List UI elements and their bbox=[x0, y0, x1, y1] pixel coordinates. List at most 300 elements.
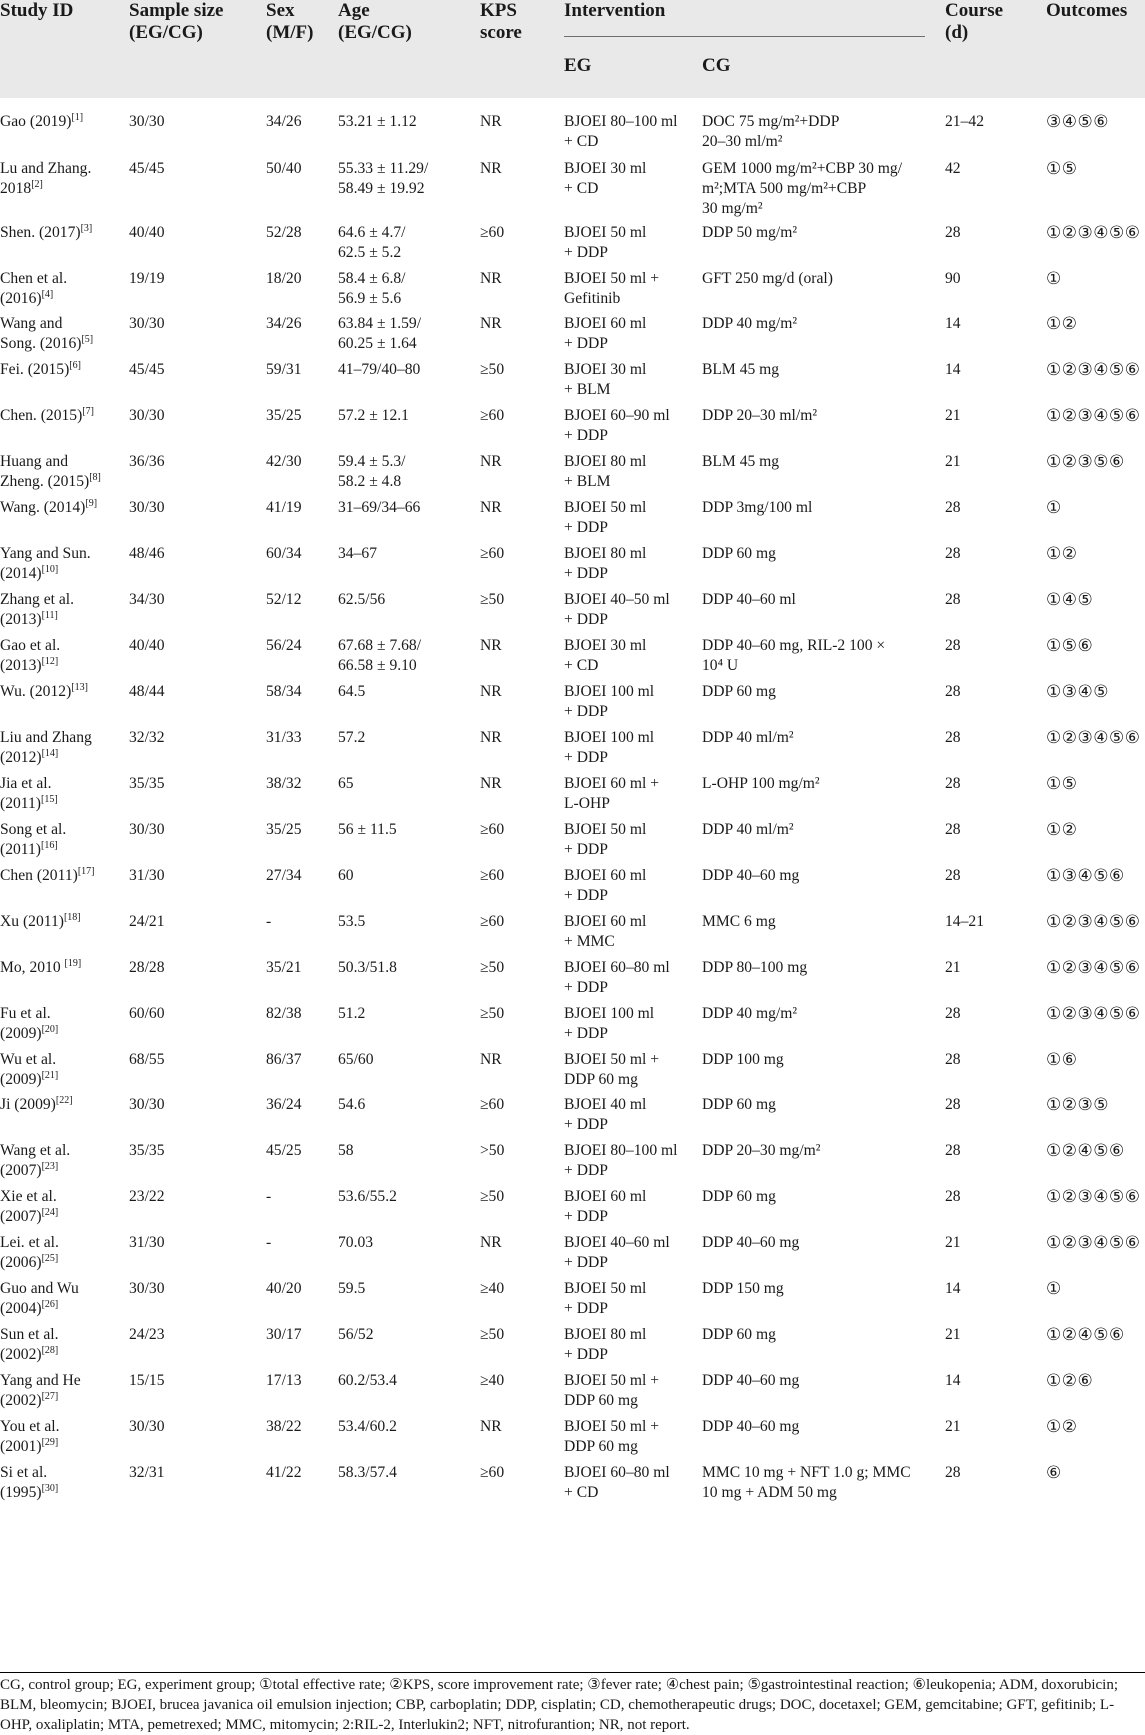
cell-eg: BJOEI 60 ml + DDP bbox=[564, 867, 647, 904]
cell-course: 21 bbox=[945, 1234, 961, 1251]
cell-age: 53.4/60.2 bbox=[338, 1418, 397, 1435]
cell-age: 34–67 bbox=[338, 545, 377, 562]
cell-sample-size: 68/55 bbox=[129, 1051, 165, 1068]
cell-sample-size: 28/28 bbox=[129, 959, 165, 976]
table-row bbox=[0, 576, 1145, 628]
cell-course: 21 bbox=[945, 453, 961, 470]
cell-study-id: Lei. et al. (2006)[25] bbox=[0, 1234, 59, 1271]
reference-marker: [8] bbox=[89, 471, 101, 483]
cell-age: 31–69/34–66 bbox=[338, 499, 421, 516]
cell-outcomes: ③④⑤⑥ bbox=[1046, 112, 1109, 131]
reference-marker: [22] bbox=[55, 1094, 73, 1106]
cell-outcomes: ①②④⑤⑥ bbox=[1046, 1141, 1125, 1160]
cell-cg: L-OHP 100 mg/m² bbox=[702, 775, 820, 792]
table-row bbox=[0, 1403, 1145, 1455]
cell-outcomes: ①② bbox=[1046, 544, 1078, 563]
cell-sample-size: 34/30 bbox=[129, 591, 165, 608]
table-row bbox=[0, 898, 1145, 950]
cell-kps: ≥60 bbox=[480, 224, 505, 241]
table-row bbox=[0, 1265, 1145, 1317]
cell-sample-size: 35/35 bbox=[129, 1142, 165, 1159]
cell-sample-size: 30/30 bbox=[129, 1418, 165, 1435]
cell-outcomes: ①②④⑤⑥ bbox=[1046, 1325, 1125, 1344]
cell-eg: BJOEI 60 ml + DDP bbox=[564, 1188, 647, 1225]
cell-age: 59.5 bbox=[338, 1280, 366, 1297]
cell-sex: 52/28 bbox=[266, 224, 302, 241]
cell-outcomes: ①③④⑤⑥ bbox=[1046, 866, 1125, 885]
cell-sex: 34/26 bbox=[266, 113, 302, 130]
cell-study-id: Xie et al. (2007)[24] bbox=[0, 1188, 59, 1225]
cell-outcomes: ①⑤ bbox=[1046, 774, 1078, 793]
cell-outcomes: ①② bbox=[1046, 1417, 1078, 1436]
cell-eg: BJOEI 50 ml + DDP 60 mg bbox=[564, 1051, 659, 1088]
reference-marker: [25] bbox=[41, 1252, 59, 1264]
cell-study-id: Song et al. (2011)[16] bbox=[0, 821, 67, 858]
cell-sex: 82/38 bbox=[266, 1005, 302, 1022]
cell-sample-size: 23/22 bbox=[129, 1188, 165, 1205]
cell-eg: BJOEI 100 ml + DDP bbox=[564, 729, 655, 766]
cell-sample-size: 24/21 bbox=[129, 913, 165, 930]
cell-kps: NR bbox=[480, 270, 502, 287]
cell-course: 28 bbox=[945, 683, 961, 700]
cell-study-id: Wu. (2012)[13] bbox=[0, 681, 88, 700]
table-row bbox=[0, 990, 1145, 1042]
cell-course: 28 bbox=[945, 637, 961, 654]
header-eg: EG bbox=[564, 55, 592, 76]
cell-eg: BJOEI 40 ml + DDP bbox=[564, 1096, 647, 1133]
cell-age: 59.4 ± 5.3/ 58.2 ± 4.8 bbox=[338, 453, 406, 490]
cell-kps: NR bbox=[480, 1051, 502, 1068]
cell-course: 14 bbox=[945, 361, 961, 378]
table-row bbox=[0, 760, 1145, 812]
cell-age: 65/60 bbox=[338, 1051, 374, 1068]
table-row bbox=[0, 1173, 1145, 1225]
cell-outcomes: ①④⑤ bbox=[1046, 590, 1094, 609]
cell-sex: 35/25 bbox=[266, 821, 302, 838]
cell-course: 28 bbox=[945, 591, 961, 608]
cell-study-id: Wu et al. (2009)[21] bbox=[0, 1051, 59, 1088]
cell-outcomes: ①② bbox=[1046, 820, 1078, 839]
cell-cg: DDP 40–60 mg, RIL-2 100 × 10⁴ U bbox=[702, 637, 886, 674]
cell-eg: BJOEI 50 ml + DDP 60 mg bbox=[564, 1418, 659, 1455]
cell-sample-size: 24/23 bbox=[129, 1326, 165, 1343]
reference-marker: [21] bbox=[41, 1069, 59, 1081]
cell-age: 58.3/57.4 bbox=[338, 1464, 397, 1481]
cell-sample-size: 48/44 bbox=[129, 683, 165, 700]
table-row bbox=[0, 852, 1145, 904]
cell-sample-size: 60/60 bbox=[129, 1005, 165, 1022]
cell-cg: DDP 60 mg bbox=[702, 683, 776, 700]
cell-study-id: Huang and Zheng. (2015)[8] bbox=[0, 453, 101, 490]
cell-study-id: Fu et al. (2009)[20] bbox=[0, 1005, 59, 1042]
cell-sex: - bbox=[266, 1188, 272, 1205]
cell-sample-size: 35/35 bbox=[129, 775, 165, 792]
cell-study-id: Yang and He (2002)[27] bbox=[0, 1372, 81, 1409]
cell-course: 28 bbox=[945, 1188, 961, 1205]
cell-outcomes: ①⑥ bbox=[1046, 1050, 1078, 1069]
cell-study-id: Chen. (2015)[7] bbox=[0, 405, 94, 424]
cell-outcomes: ①②③④⑤⑥ bbox=[1046, 360, 1141, 379]
cell-sex: 17/13 bbox=[266, 1372, 302, 1389]
cell-kps: ≥60 bbox=[480, 407, 505, 424]
cell-kps: ≥60 bbox=[480, 545, 505, 562]
cell-age: 56 ± 11.5 bbox=[338, 821, 397, 838]
header-kps: KPS score bbox=[480, 0, 522, 43]
cell-cg: GFT 250 mg/d (oral) bbox=[702, 270, 833, 287]
cell-eg: BJOEI 60–90 ml + DDP bbox=[564, 407, 670, 444]
cell-course: 21–42 bbox=[945, 113, 984, 130]
cell-course: 28 bbox=[945, 1005, 961, 1022]
cell-study-id: Wang et al. (2007)[23] bbox=[0, 1142, 71, 1179]
cell-sample-size: 48/46 bbox=[129, 545, 165, 562]
cell-outcomes: ①③④⑤ bbox=[1046, 682, 1109, 701]
cell-study-id: Fei. (2015)[6] bbox=[0, 359, 81, 378]
reference-marker: [4] bbox=[41, 288, 54, 300]
cell-sex: 27/34 bbox=[266, 867, 302, 884]
cell-eg: BJOEI 80–100 ml + DDP bbox=[564, 1142, 678, 1179]
cell-study-id: Xu (2011)[18] bbox=[0, 911, 81, 930]
cell-kps: NR bbox=[480, 637, 502, 654]
header-age: Age (EG/CG) bbox=[338, 0, 412, 43]
cell-age: 53.21 ± 1.12 bbox=[338, 113, 417, 130]
cell-outcomes: ①②③④⑤⑥ bbox=[1046, 1004, 1141, 1023]
table-row bbox=[0, 1311, 1145, 1363]
cell-course: 28 bbox=[945, 729, 961, 746]
cell-kps: ≥50 bbox=[480, 591, 505, 608]
cell-cg: BLM 45 mg bbox=[702, 453, 780, 470]
header-intervention-rule bbox=[564, 36, 925, 37]
cell-age: 58.4 ± 6.8/ 56.9 ± 5.6 bbox=[338, 270, 406, 307]
cell-eg: BJOEI 50 ml + DDP bbox=[564, 821, 647, 858]
cell-sample-size: 30/30 bbox=[129, 113, 165, 130]
cell-course: 14–21 bbox=[945, 913, 984, 930]
cell-kps: ≥40 bbox=[480, 1372, 505, 1389]
reference-marker: [18] bbox=[63, 911, 81, 923]
cell-eg: BJOEI 60–80 ml + DDP bbox=[564, 959, 670, 996]
cell-course: 90 bbox=[945, 270, 961, 287]
cell-eg: BJOEI 30 ml + CD bbox=[564, 160, 647, 197]
table-row bbox=[0, 1449, 1145, 1501]
cell-kps: ≥60 bbox=[480, 1096, 505, 1113]
header-sex: Sex (M/F) bbox=[266, 0, 314, 43]
cell-cg: DDP 40–60 ml bbox=[702, 591, 796, 608]
table-row bbox=[0, 484, 1145, 536]
reference-marker: [11] bbox=[41, 609, 58, 621]
table-row bbox=[0, 300, 1145, 352]
cell-kps: ≥60 bbox=[480, 913, 505, 930]
cell-course: 28 bbox=[945, 224, 961, 241]
cell-kps: ≥50 bbox=[480, 959, 505, 976]
cell-outcomes: ①②③④⑤⑥ bbox=[1046, 1233, 1141, 1252]
cell-study-id: Chen (2011)[17] bbox=[0, 865, 95, 884]
cell-sample-size: 30/30 bbox=[129, 315, 165, 332]
cell-study-id: Jia et al. (2011)[15] bbox=[0, 775, 58, 812]
reference-marker: [20] bbox=[41, 1023, 59, 1035]
reference-marker: [19] bbox=[64, 957, 82, 969]
cell-eg: BJOEI 50 ml + DDP bbox=[564, 499, 647, 536]
cell-eg: BJOEI 100 ml + DDP bbox=[564, 1005, 655, 1042]
cell-kps: ≥50 bbox=[480, 1188, 505, 1205]
cell-age: 65 bbox=[338, 775, 354, 792]
reference-marker: [2] bbox=[31, 178, 43, 190]
cell-cg: MMC 6 mg bbox=[702, 913, 776, 930]
cell-kps: ≥40 bbox=[480, 1280, 505, 1297]
cell-outcomes: ① bbox=[1046, 269, 1062, 288]
cell-eg: BJOEI 40–50 ml + DDP bbox=[564, 591, 670, 628]
table-row bbox=[0, 346, 1145, 398]
cell-cg: DOC 75 mg/m²+DDP 20–30 ml/m² bbox=[702, 113, 840, 150]
cell-kps: ≥60 bbox=[480, 821, 505, 838]
cell-sample-size: 32/31 bbox=[129, 1464, 165, 1481]
cell-sample-size: 15/15 bbox=[129, 1372, 165, 1389]
cell-sex: 50/40 bbox=[266, 160, 302, 177]
cell-eg: BJOEI 50 ml + Gefitinib bbox=[564, 270, 659, 307]
cell-outcomes: ① bbox=[1046, 498, 1062, 517]
reference-marker: [28] bbox=[41, 1344, 59, 1356]
cell-sex: 58/34 bbox=[266, 683, 302, 700]
cell-course: 28 bbox=[945, 499, 961, 516]
reference-marker: [23] bbox=[41, 1160, 59, 1172]
cell-course: 14 bbox=[945, 1372, 961, 1389]
cell-sex: 52/12 bbox=[266, 591, 302, 608]
cell-sample-size: 19/19 bbox=[129, 270, 165, 287]
table-row bbox=[0, 714, 1145, 766]
reference-marker: [13] bbox=[71, 681, 88, 693]
cell-kps: NR bbox=[480, 775, 502, 792]
cell-eg: BJOEI 80 ml + BLM bbox=[564, 453, 647, 490]
cell-cg: MMC 10 mg + NFT 1.0 g; MMC 10 mg + ADM 50 mg bbox=[702, 1464, 911, 1501]
cell-sex: 38/22 bbox=[266, 1418, 302, 1435]
cell-kps: NR bbox=[480, 499, 502, 516]
cell-outcomes: ①②③④⑤⑥ bbox=[1046, 958, 1141, 977]
cell-course: 28 bbox=[945, 1051, 961, 1068]
cell-study-id: Guo and Wu (2004)[26] bbox=[0, 1280, 79, 1317]
cell-sex: 59/31 bbox=[266, 361, 302, 378]
cell-age: 64.6 ± 4.7/ 62.5 ± 5.2 bbox=[338, 224, 406, 261]
reference-marker: [7] bbox=[82, 405, 94, 417]
cell-cg: DDP 100 mg bbox=[702, 1051, 784, 1068]
cell-cg: DDP 20–30 ml/m² bbox=[702, 407, 817, 424]
cell-study-id: Si et al. (1995)[30] bbox=[0, 1464, 59, 1501]
cell-study-id: You et al. (2001)[29] bbox=[0, 1418, 60, 1455]
table-row bbox=[0, 530, 1145, 582]
cell-cg: DDP 40 ml/m² bbox=[702, 729, 794, 746]
cell-age: 54.6 bbox=[338, 1096, 366, 1113]
cell-kps: ≥50 bbox=[480, 1326, 505, 1343]
cell-outcomes: ①②③④⑤⑥ bbox=[1046, 912, 1141, 931]
header-sample-size: Sample size (EG/CG) bbox=[129, 0, 224, 43]
cell-cg: DDP 40–60 mg bbox=[702, 867, 800, 884]
cell-cg: DDP 60 mg bbox=[702, 545, 776, 562]
reference-marker: [6] bbox=[69, 359, 81, 371]
header-course: Course (d) bbox=[945, 0, 1004, 43]
cell-sex: - bbox=[266, 1234, 272, 1251]
table-row bbox=[0, 1081, 1145, 1133]
cell-kps: NR bbox=[480, 453, 502, 470]
reference-marker: [26] bbox=[41, 1298, 59, 1310]
cell-sample-size: 45/45 bbox=[129, 361, 165, 378]
reference-marker: [29] bbox=[41, 1436, 59, 1448]
cell-eg: BJOEI 60 ml + DDP bbox=[564, 315, 647, 352]
cell-cg: DDP 40–60 mg bbox=[702, 1234, 800, 1251]
table-row bbox=[0, 392, 1145, 444]
cell-course: 21 bbox=[945, 407, 961, 424]
cell-eg: BJOEI 60–80 ml + CD bbox=[564, 1464, 670, 1501]
cell-sample-size: 36/36 bbox=[129, 453, 165, 470]
cell-course: 28 bbox=[945, 867, 961, 884]
cell-age: 57.2 ± 12.1 bbox=[338, 407, 409, 424]
cell-cg: DDP 60 mg bbox=[702, 1188, 776, 1205]
cell-cg: DDP 150 mg bbox=[702, 1280, 784, 1297]
cell-cg: DDP 40 ml/m² bbox=[702, 821, 794, 838]
reference-marker: [9] bbox=[85, 497, 98, 509]
cell-kps: >50 bbox=[480, 1142, 505, 1159]
header-cg: CG bbox=[702, 55, 731, 76]
cell-kps: NR bbox=[480, 113, 502, 130]
cell-course: 28 bbox=[945, 1142, 961, 1159]
cell-sex: 41/19 bbox=[266, 499, 302, 516]
cell-sex: 36/24 bbox=[266, 1096, 302, 1113]
cell-outcomes: ①②③⑤⑥ bbox=[1046, 452, 1125, 471]
cell-sex: 35/25 bbox=[266, 407, 302, 424]
table-row bbox=[0, 1357, 1145, 1409]
cell-course: 21 bbox=[945, 959, 961, 976]
cell-eg: BJOEI 100 ml + DDP bbox=[564, 683, 655, 720]
cell-age: 53.6/55.2 bbox=[338, 1188, 397, 1205]
cell-course: 14 bbox=[945, 1280, 961, 1297]
table-row bbox=[0, 209, 1145, 261]
cell-course: 42 bbox=[945, 160, 961, 177]
cell-outcomes: ①②③④⑤⑥ bbox=[1046, 223, 1141, 242]
cell-sex: 31/33 bbox=[266, 729, 302, 746]
cell-eg: BJOEI 80 ml + DDP bbox=[564, 545, 647, 582]
cell-course: 28 bbox=[945, 775, 961, 792]
cell-course: 28 bbox=[945, 545, 961, 562]
cell-eg: BJOEI 30 ml + CD bbox=[564, 637, 647, 674]
cell-study-id: Lu and Zhang. 2018[2] bbox=[0, 160, 92, 197]
cell-cg: BLM 45 mg bbox=[702, 361, 780, 378]
cell-sex: 35/21 bbox=[266, 959, 302, 976]
cell-study-id: Gao et al. (2013)[12] bbox=[0, 637, 61, 674]
cell-study-id: Mo, 2010 [19] bbox=[0, 957, 82, 976]
reference-marker: [1] bbox=[71, 111, 84, 123]
cell-outcomes: ① bbox=[1046, 1279, 1062, 1298]
reference-marker: [15] bbox=[41, 793, 58, 805]
cell-age: 60.2/53.4 bbox=[338, 1372, 397, 1389]
cell-cg: DDP 40–60 mg bbox=[702, 1372, 800, 1389]
cell-cg: DDP 60 mg bbox=[702, 1096, 776, 1113]
cell-outcomes: ①⑤⑥ bbox=[1046, 636, 1094, 655]
cell-outcomes: ①② bbox=[1046, 314, 1078, 333]
cell-sex: 86/37 bbox=[266, 1051, 302, 1068]
table-row bbox=[0, 1127, 1145, 1179]
reference-marker: [17] bbox=[77, 865, 95, 877]
cell-sex: 34/26 bbox=[266, 315, 302, 332]
cell-sex: 38/32 bbox=[266, 775, 302, 792]
table-row bbox=[0, 145, 1145, 217]
table-body bbox=[0, 98, 1145, 1501]
cell-kps: ≥50 bbox=[480, 1005, 505, 1022]
cell-age: 57.2 bbox=[338, 729, 366, 746]
cell-course: 14 bbox=[945, 315, 961, 332]
cell-sample-size: 32/32 bbox=[129, 729, 165, 746]
cell-sex: 56/24 bbox=[266, 637, 302, 654]
cell-sex: 40/20 bbox=[266, 1280, 302, 1297]
reference-marker: [27] bbox=[41, 1390, 59, 1402]
cell-eg: BJOEI 30 ml + BLM bbox=[564, 361, 647, 398]
table-row bbox=[0, 1036, 1145, 1088]
cell-cg: DDP 50 mg/m² bbox=[702, 224, 798, 241]
cell-outcomes: ①②③⑤ bbox=[1046, 1095, 1109, 1114]
cell-eg: BJOEI 60 ml + L-OHP bbox=[564, 775, 659, 812]
cell-study-id: Gao (2019)[1] bbox=[0, 111, 84, 130]
cell-age: 58 bbox=[338, 1142, 354, 1159]
reference-marker: [12] bbox=[41, 655, 59, 667]
cell-kps: ≥60 bbox=[480, 867, 505, 884]
reference-marker: [16] bbox=[41, 839, 58, 851]
cell-kps: NR bbox=[480, 160, 502, 177]
cell-sample-size: 40/40 bbox=[129, 224, 165, 241]
table-row bbox=[0, 622, 1145, 674]
reference-marker: [5] bbox=[81, 333, 94, 345]
cell-eg: BJOEI 50 ml + DDP bbox=[564, 1280, 647, 1317]
cell-sample-size: 30/30 bbox=[129, 499, 165, 516]
cell-eg: BJOEI 40–60 ml + DDP bbox=[564, 1234, 670, 1271]
cell-kps: NR bbox=[480, 315, 502, 332]
cell-sample-size: 45/45 bbox=[129, 160, 165, 177]
cell-study-id: Zhang et al. (2013)[11] bbox=[0, 591, 75, 628]
cell-kps: NR bbox=[480, 1234, 502, 1251]
cell-eg: BJOEI 60 ml + MMC bbox=[564, 913, 647, 950]
cell-eg: BJOEI 50 ml + DDP 60 mg bbox=[564, 1372, 659, 1409]
header-study-id: Study ID bbox=[0, 0, 74, 21]
cell-cg: DDP 80–100 mg bbox=[702, 959, 808, 976]
cell-age: 70.03 bbox=[338, 1234, 374, 1251]
table-footnote: CG, control group; EG, experiment group; ①total effective rate; ②KPS, score improvement rate; ③fever rate; ④chest pain; ⑤gastrointestinal reaction; ⑥leukopenia; ADM, doxorubicin; BLM, bleomycin; BJOEI, brucea javanica oil emulsion injection; CBP, carboplatin; DDP, cisplatin; CD, chemotherapeutic drugs; DOC, docetaxel; GEM, gemcitabine; GFT, gefitinib; L-OHP, oxaliplatin; MTA, pemetrexed; MMC, mitomycin; 2:RIL-2, Interlukin2; NFT, nitrofurantion; NR, not report. bbox=[0, 1672, 1145, 1734]
reference-marker: [24] bbox=[41, 1206, 59, 1218]
cell-age: 53.5 bbox=[338, 913, 366, 930]
table-row bbox=[0, 944, 1145, 996]
cell-sex: 45/25 bbox=[266, 1142, 302, 1159]
table-header bbox=[0, 0, 1145, 98]
cell-outcomes: ①②⑥ bbox=[1046, 1371, 1094, 1390]
cell-cg: DDP 40 mg/m² bbox=[702, 1005, 798, 1022]
table-row bbox=[0, 255, 1145, 307]
cell-sample-size: 30/30 bbox=[129, 1096, 165, 1113]
cell-outcomes: ①②③④⑤⑥ bbox=[1046, 728, 1141, 747]
table-row bbox=[0, 438, 1145, 490]
cell-cg: DDP 40–60 mg bbox=[702, 1418, 800, 1435]
cell-study-id: Sun et al. (2002)[28] bbox=[0, 1326, 59, 1363]
cell-age: 64.5 bbox=[338, 683, 366, 700]
cell-study-id: Wang. (2014)[9] bbox=[0, 497, 98, 516]
cell-study-id: Wang and Song. (2016)[5] bbox=[0, 315, 94, 352]
cell-course: 21 bbox=[945, 1326, 961, 1343]
cell-sex: - bbox=[266, 913, 272, 930]
cell-study-id: Chen et al. (2016)[4] bbox=[0, 270, 68, 307]
table-row bbox=[0, 806, 1145, 858]
cell-outcomes: ①⑤ bbox=[1046, 159, 1078, 178]
cell-sample-size: 31/30 bbox=[129, 1234, 165, 1251]
cell-age: 63.84 ± 1.59/ 60.25 ± 1.64 bbox=[338, 315, 422, 352]
cell-age: 62.5/56 bbox=[338, 591, 386, 608]
reference-marker: [3] bbox=[80, 222, 93, 234]
cell-outcomes: ①②③④⑤⑥ bbox=[1046, 406, 1141, 425]
cell-study-id: Yang and Sun. (2014)[10] bbox=[0, 545, 91, 582]
cell-outcomes: ⑥ bbox=[1046, 1463, 1062, 1482]
cell-sample-size: 31/30 bbox=[129, 867, 165, 884]
cell-sample-size: 40/40 bbox=[129, 637, 165, 654]
